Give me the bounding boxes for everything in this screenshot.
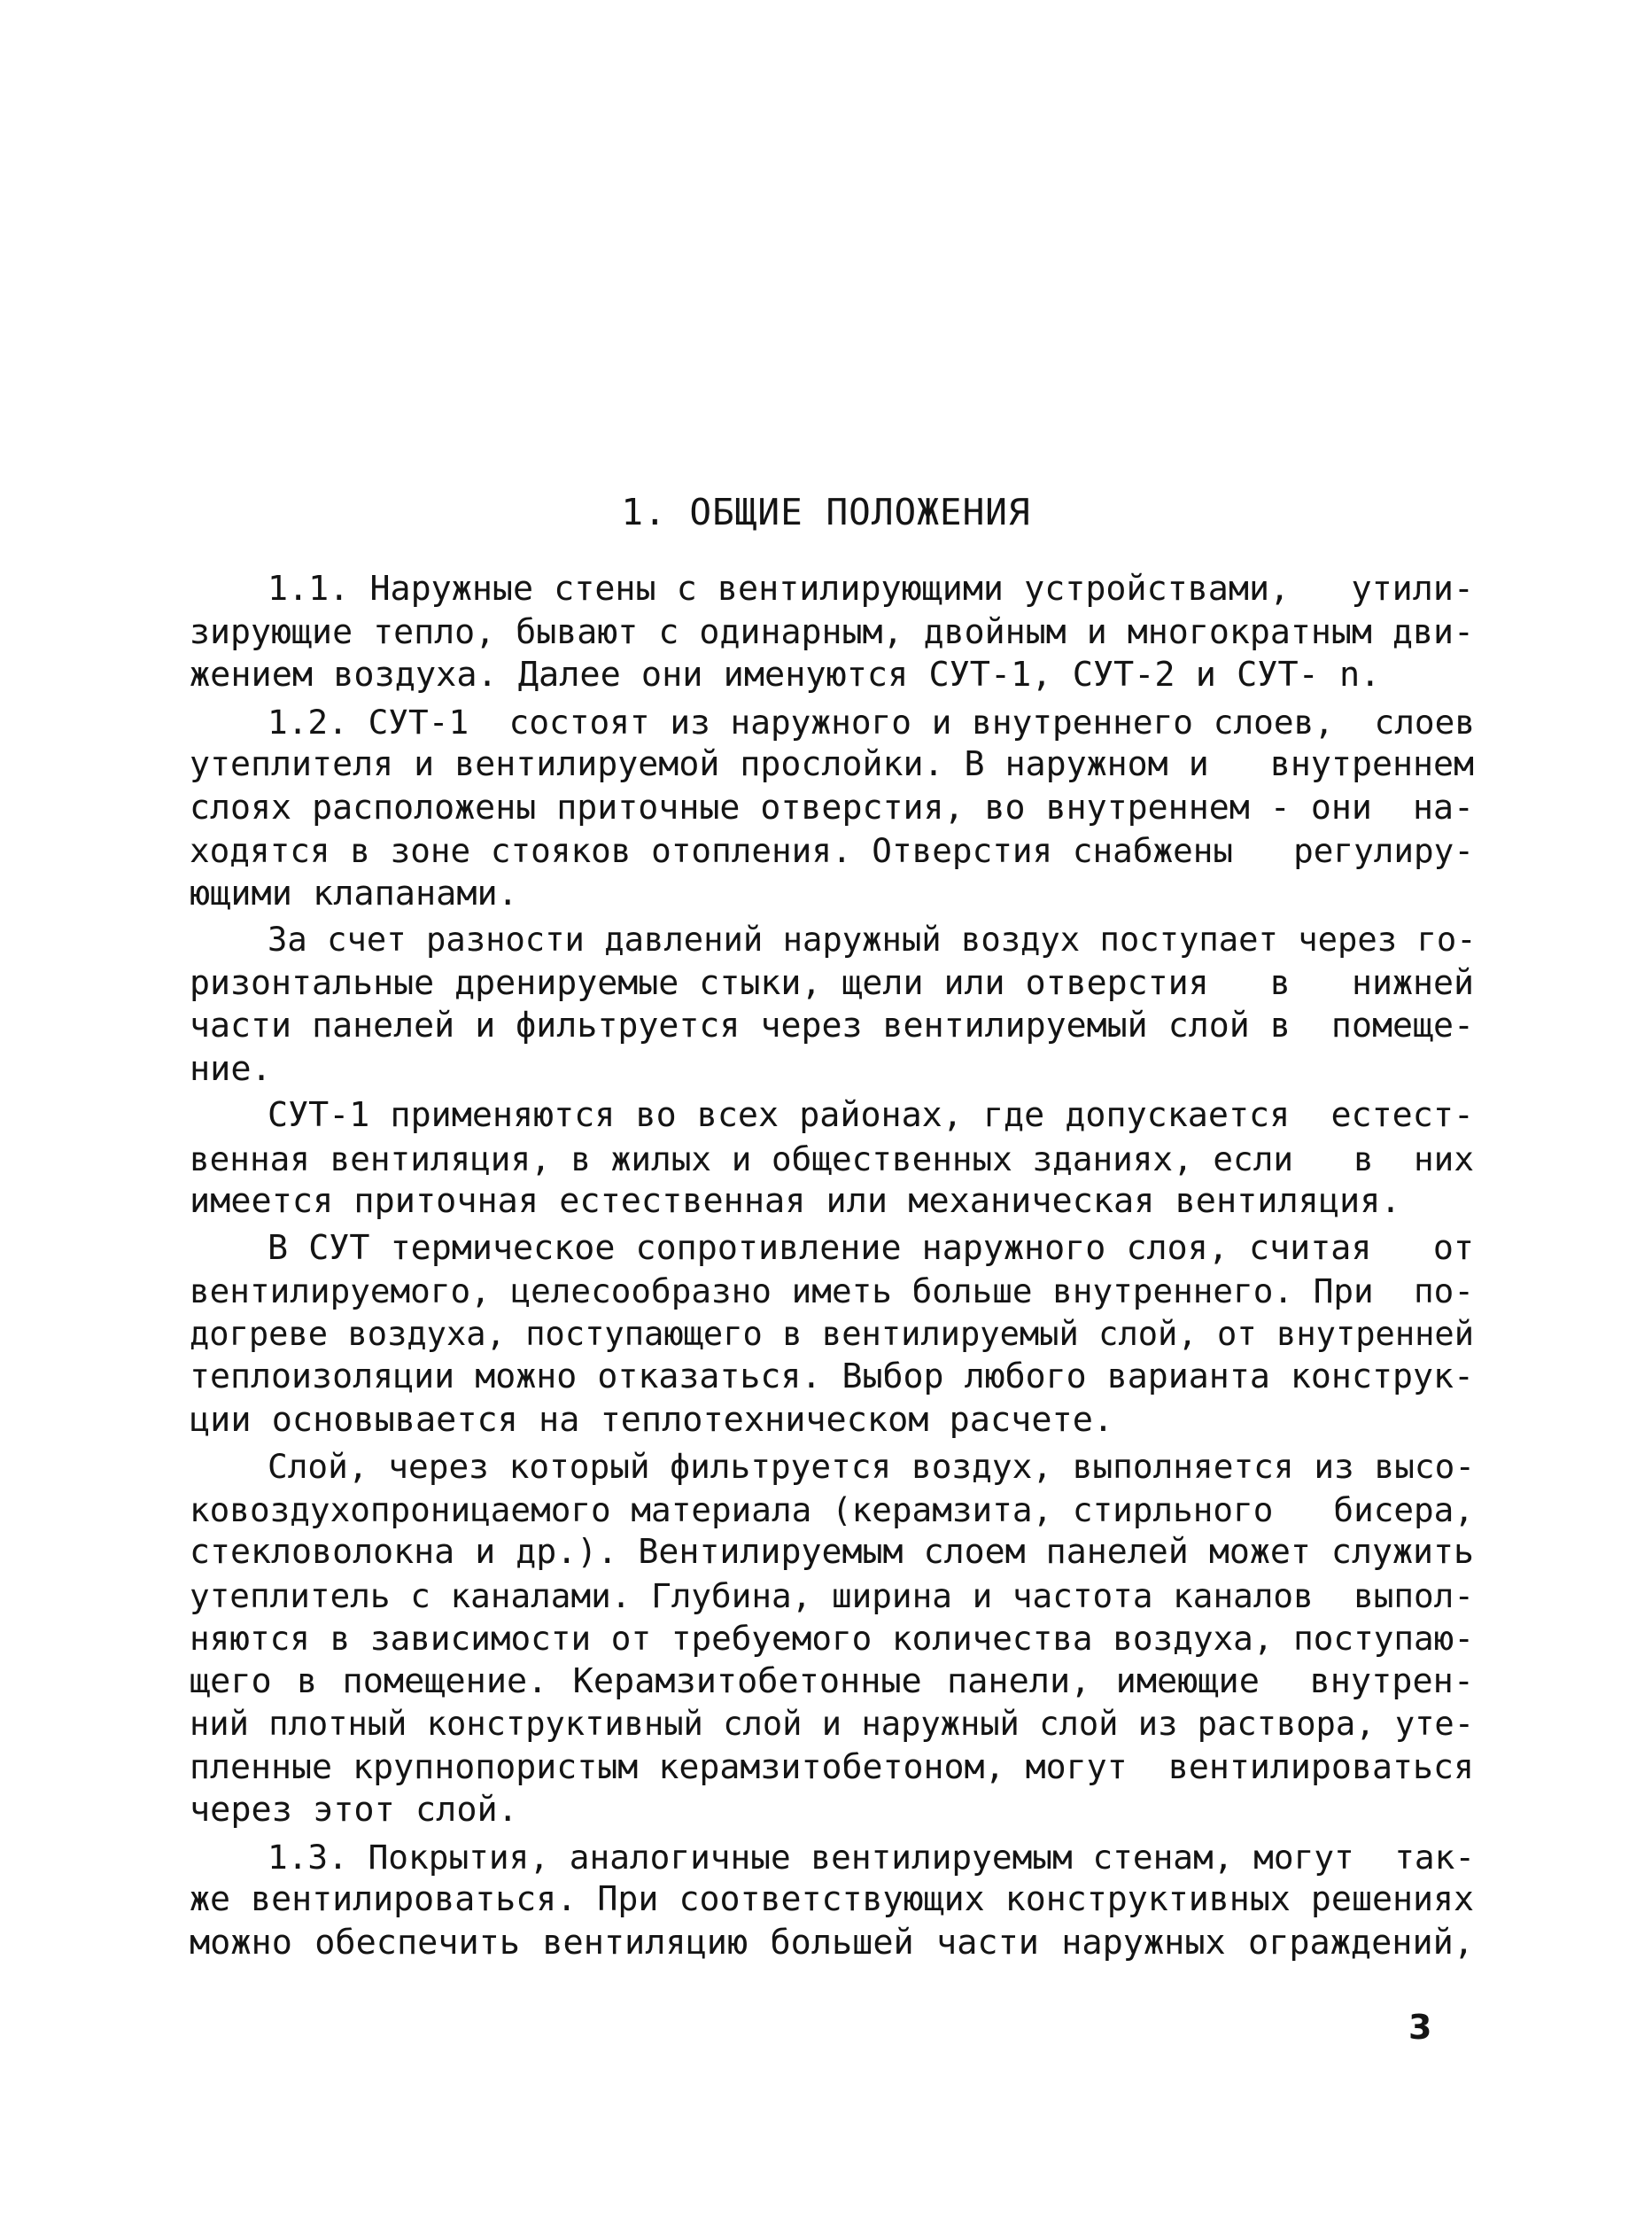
text-line: пленные крупнопористым керамзитобетоном, могут вентилироваться (190, 1747, 1474, 1787)
text-line: через этот слой. (190, 1790, 518, 1830)
text-line: части панелей и фильтруется через вентилируемый слой в помеще- (190, 1007, 1474, 1046)
paragraph-filter-layer (190, 1445, 1474, 1832)
text-line: ходятся в зоне стояков отопления. Отверстия снабжены регулиру- (190, 831, 1474, 870)
paragraph-1-1 (190, 568, 1474, 697)
text-line: 1.2. СУТ-1 состоят из наружного и внутреннего слоев, слоев (268, 702, 1476, 742)
paragraph-thermal-resistance (190, 1227, 1474, 1442)
text-line: Слой, через который фильтруется воздух, выполняется из высо- (268, 1447, 1476, 1486)
text-line: 1.3. Покрытия, аналогичные вентилируемым стенам, могут так- (268, 1837, 1476, 1877)
text-line: можно обеспечить вентиляцию большей части наружных ограждений, (190, 1922, 1474, 1963)
text-line: ковоздухопроницаемого материала (керамзита, стирльного бисера, (190, 1489, 1474, 1529)
text-line: утеплитель с каналами. Глубина, ширина и частота каналов выпол- (190, 1575, 1474, 1615)
text-line: жением воздуха. Далее они именуются СУТ-1, СУТ-2 и СУТ- n. (190, 655, 1381, 695)
page-number: 3 (1408, 2008, 1432, 2047)
text-line: имеется приточная естественная или механическая вентиляция. (190, 1181, 1401, 1221)
text-line: ний плотный конструктивный слой и наружный слой из раствора, уте- (190, 1705, 1474, 1743)
text-line: слоях расположены приточные отверстия, во внутреннем - они на- (190, 788, 1474, 828)
paragraph-1-2 (190, 701, 1474, 916)
text-line: ние. (190, 1048, 272, 1089)
paragraph-application (190, 1094, 1474, 1224)
text-line: щего в помещение. Керамзитобетонные панели, имеющие внутрен- (190, 1660, 1474, 1701)
text-line: За счет разности давлений наружный воздух поступает через го- (268, 921, 1477, 959)
text-line: ции основывается на теплотехническом расчете. (190, 1399, 1114, 1440)
paragraph-pressure (190, 919, 1477, 1091)
text-line: ризонтальные дренируемые стыки, щели или отверстия в нижней (190, 963, 1474, 1003)
text-line: догреве воздуха, поступающего в вентилируемый слой, от внутренней (190, 1314, 1474, 1353)
text-line: зирующие тепло, бывают с одинарным, двойным и многократным дви- (190, 612, 1474, 652)
text-line: же вентилироваться. При соответствующих конструктивных решениях (190, 1880, 1474, 1919)
paragraph-1-3 (190, 1836, 1474, 1965)
section-heading: 1. ОБЩИЕ ПОЛОЖЕНИЯ (621, 491, 1031, 533)
text-line: вентилируемого, целесообразно иметь больше внутреннего. При по- (190, 1271, 1474, 1310)
text-line: няются в зависимости от требуемого количества воздуха, поступаю- (190, 1619, 1474, 1658)
text-line: венная вентиляция, в жилых и общественных зданиях, если в них (190, 1139, 1474, 1178)
text-line: теплоизоляции можно отказаться. Выбор любого варианта конструк- (190, 1357, 1474, 1396)
text-line: СУТ-1 применяются во всех районах, где допускается естест- (268, 1095, 1474, 1135)
body-text (190, 568, 1477, 1968)
text-line: стекловолокна и др.). Вентилируемым слоем панелей может служить (190, 1533, 1474, 1572)
text-line: 1.1. Наружные стены с вентилирующими устройствами, утили- (268, 569, 1474, 609)
text-line: утеплителя и вентилируемой прослойки. В наружном и внутреннем (190, 745, 1474, 784)
text-line: В СУТ термическое сопротивление наружного слоя, считая от (268, 1227, 1474, 1268)
text-line: ющими клапанами. (190, 873, 518, 913)
